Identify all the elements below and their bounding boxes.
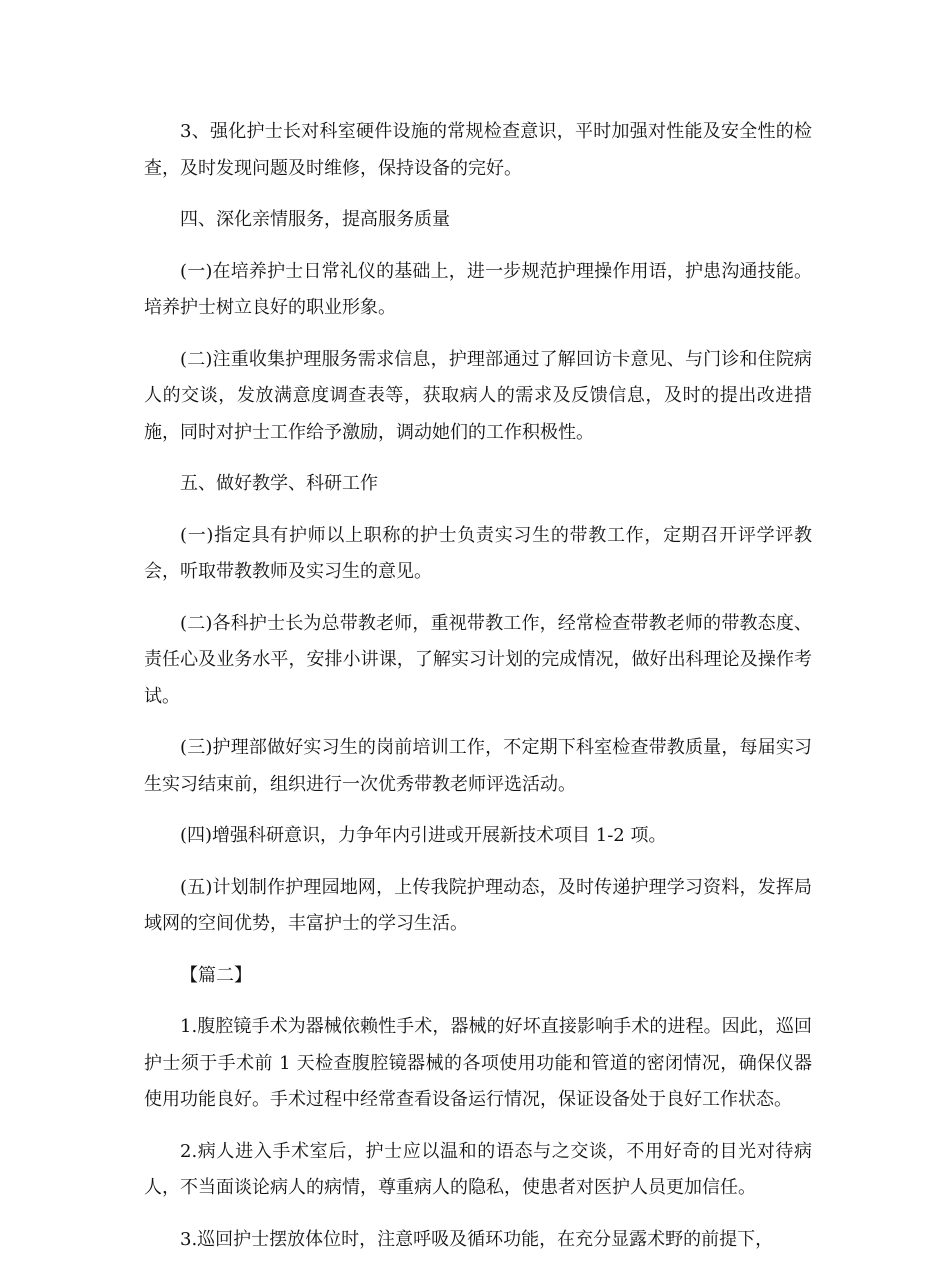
section-heading-part-two: 【篇二】	[180, 964, 252, 986]
paragraph-intern-teaching: (一)指定具有护师以上职称的护士负责实习生的带教工作，定期召开评学评教会，听取带教教师及实习生的意见。	[144, 524, 812, 582]
section-heading-service-quality: 四、深化亲情服务，提高服务质量	[180, 209, 450, 230]
paragraph-equipment-inspection: 3、强化护士长对科室硬件设施的常规检查意识，平时加强对性能及安全性的检查，及时发现问题及时维修，保持设备的完好。	[144, 121, 812, 179]
paragraph-etiquette: (一)在培养护士日常礼仪的基础上，进一步规范护理操作用语，护患沟通技能。培养护士树立良好的职业形象。	[144, 260, 812, 318]
paragraph-patient-positioning: 3.巡回护士摆放体位时，注意呼吸及循环功能，在充分显露术野的前提下，	[180, 1228, 774, 1250]
paragraph-laparoscope-equipment: 1.腹腔镜手术为器械依赖性手术，器械的好坏直接影响手术的进程。因此，巡回护士须于手术前 1 天检查腹腔镜器械的各项使用功能和管道的密闭情况，确保仪器使用功能良好。手术过程中经常查看设备运行情况，保证设备处于良好工作状态。	[144, 1016, 812, 1110]
paragraph-research-awareness: (四)增强科研意识，力争年内引进或开展新技术项目 1-2 项。	[180, 825, 667, 846]
paragraph-patient-communication: 2.病人进入手术室后，护士应以温和的语态与之交谈，不用好奇的目光对待病人，不当面谈论病人的病情，尊重病人的隐私，使患者对医护人员更加信任。	[144, 1140, 812, 1198]
paragraph-pre-job-training: (三)护理部做好实习生的岗前培训工作，不定期下科室检查带教质量，每届实习生实习结束前，组织进行一次优秀带教老师评选活动。	[144, 737, 812, 795]
paragraph-head-nurse-teaching: (二)各科护士长为总带教老师，重视带教工作，经常检查带教老师的带教态度、责任心及业务水平，安排小讲课，了解实习计划的完成情况，做好出科理论及操作考试。	[144, 612, 812, 707]
document-body	[144, 114, 812, 1273]
section-heading-teaching-research: 五、做好教学、科研工作	[180, 473, 378, 494]
paragraph-nursing-website: (五)计划制作护理园地网，上传我院护理动态，及时传递护理学习资料，发挥局域网的空间优势，丰富护士的学习生活。	[144, 876, 812, 934]
paragraph-feedback-collection: (二)注重收集护理服务需求信息，护理部通过了解回访卡意见、与门诊和住院病人的交谈，发放满意度调查表等，获取病人的需求及反馈信息，及时的提出改进措施，同时对护士工作给予激励，调动她们的工作积极性。	[144, 348, 812, 443]
